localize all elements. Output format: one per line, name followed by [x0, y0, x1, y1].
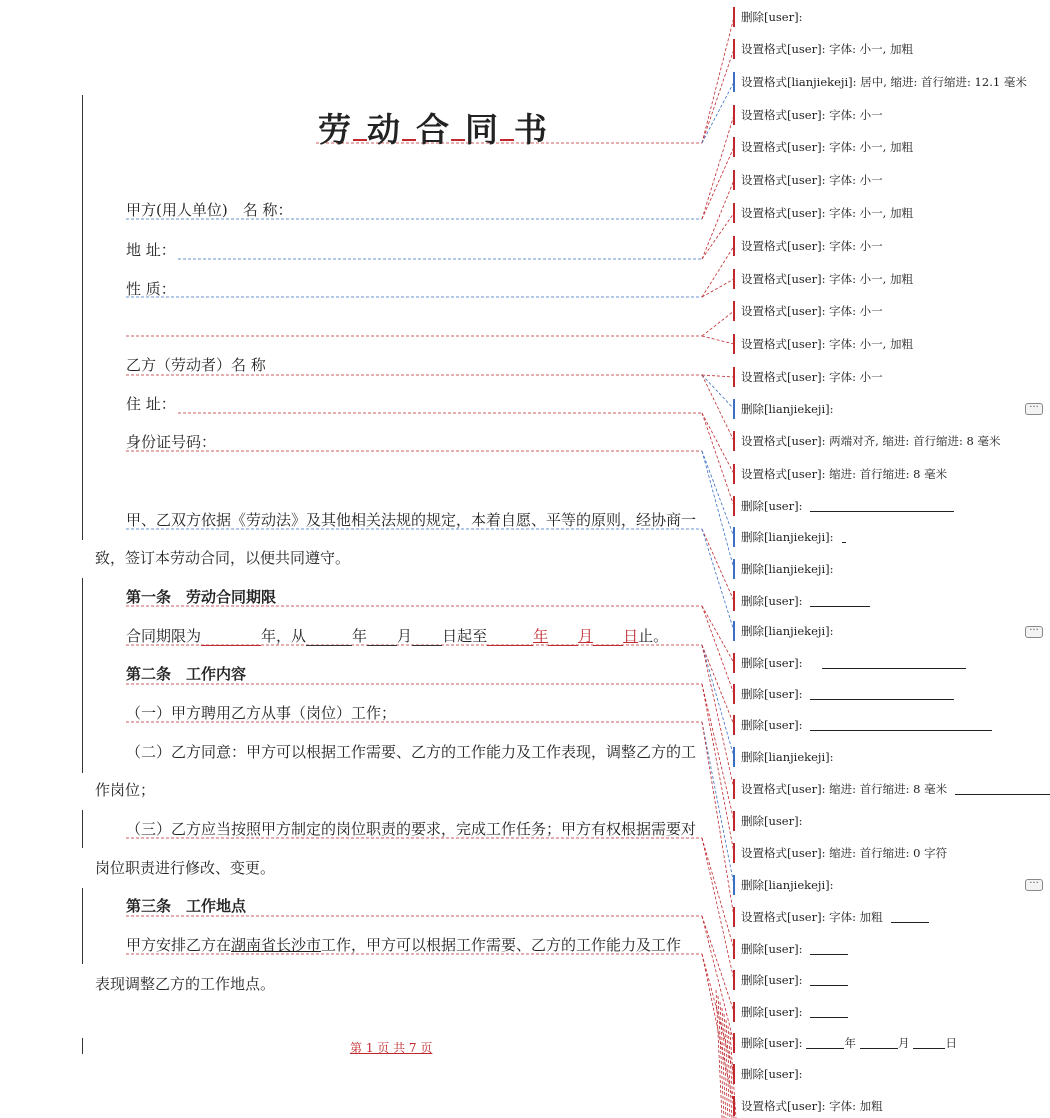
- work-location-line1: [126, 935, 681, 955]
- comment-text: 设置格式[user]: 字体: 小一: [741, 239, 883, 253]
- comment-text: 设置格式[user]: 字体: 加粗: [741, 910, 883, 924]
- change-bar: [82, 810, 83, 848]
- comment-text: 设置格式[user]: 字体: 小一: [741, 304, 883, 318]
- change-bar: [82, 888, 83, 964]
- start-day-blank: [412, 630, 442, 646]
- comment-marker-bar: [733, 715, 735, 735]
- comment-marker-bar: [733, 269, 735, 289]
- comment-connector-line: [702, 606, 734, 663]
- comment-marker-bar: [733, 811, 735, 831]
- comment-marker-bar: [733, 334, 735, 354]
- comment-marker-bar: [733, 39, 735, 59]
- party-b-label: 乙方（劳动者）名 称: [126, 356, 266, 374]
- comment-text: 删除[user]:: [741, 814, 803, 828]
- comment-balloon[interactable]: [733, 810, 802, 832]
- location-value: 湖南省长沙市: [231, 936, 322, 954]
- comment-connector-line: [702, 916, 734, 1043]
- comment-text: 设置格式[user]: 字体: 小一, 加粗: [741, 140, 913, 154]
- title-char: 合: [416, 110, 451, 149]
- comment-text: 设置格式[user]: 两端对齐, 缩进: 首行缩进: 8 毫米: [741, 434, 1001, 448]
- comment-marker-bar: [733, 907, 735, 927]
- comment-text: 设置格式[user]: 缩进: 首行缩进: 8 毫米: [741, 782, 948, 796]
- comment-balloon[interactable]: [733, 526, 846, 548]
- deleted-blank-underline: [810, 1006, 848, 1018]
- clause-3-line2: 岗位职责进行修改、变更。: [95, 859, 276, 877]
- comment-text: 删除[user]:: [741, 594, 803, 608]
- comment-marker-bar: [733, 72, 735, 92]
- title-char: 动: [367, 110, 402, 149]
- nature-label: 性 质：: [126, 280, 176, 298]
- comment-marker-bar: [733, 1002, 735, 1022]
- comment-balloon[interactable]: [733, 778, 1050, 800]
- comment-balloon[interactable]: [733, 842, 947, 864]
- start-year-text: 年: [352, 627, 368, 645]
- comment-connector-line: [702, 838, 734, 949]
- end-year-blank: [487, 630, 533, 646]
- deleted-date-day: 日: [945, 1036, 957, 1050]
- start-month-blank: [367, 630, 397, 646]
- clause-2-line1: （二）乙方同意：甲方可以根据工作需要、乙方的工作能力及工作表现，调整乙方的工: [126, 743, 697, 761]
- comment-marker-bar: [733, 527, 735, 547]
- comment-marker-bar: [733, 621, 735, 641]
- comment-text: 删除[user]:: [741, 656, 803, 670]
- comment-connector-line: [702, 246, 734, 297]
- comment-text: 删除[user]:: [741, 1036, 803, 1050]
- comment-text: 设置格式[user]: 缩进: 首行缩进: 0 字符: [741, 846, 948, 860]
- comment-connector-line: [702, 413, 734, 506]
- comment-balloon[interactable]: [733, 558, 834, 580]
- comment-balloon[interactable]: [733, 714, 992, 736]
- comment-balloon[interactable]: [733, 746, 834, 768]
- comment-text: 设置格式[user]: 字体: 加粗: [741, 1099, 883, 1113]
- end-month-blank: [548, 630, 578, 646]
- comment-marker-bar: [733, 496, 735, 516]
- clause-1: （一）甲方聘用乙方从事（岗位）工作；: [126, 704, 397, 722]
- deleted-blank-underline: [806, 1037, 844, 1049]
- deleted-blank-underline: [810, 974, 848, 986]
- comment-text: 删除[user]:: [741, 1005, 803, 1019]
- comment-marker-bar: [733, 170, 735, 190]
- more-options-icon[interactable]: ···: [1025, 403, 1043, 415]
- deleted-blank-underline: [810, 500, 954, 512]
- work-location-line2: 表现调整乙方的工作地点。: [95, 975, 276, 993]
- comment-balloon[interactable]: [733, 1095, 883, 1117]
- deleted-blank-underline: [913, 1037, 945, 1049]
- comment-connector-line: [702, 722, 734, 917]
- deleted-blank-underline: [955, 783, 1050, 795]
- article3-title: 第三条 工作地点: [126, 897, 247, 915]
- comment-balloon[interactable]: [733, 136, 913, 158]
- comment-marker-bar: [733, 1064, 735, 1084]
- comment-text: 设置格式[lianjiekeji]: 居中, 缩进: 首行缩进: 12.1 毫米: [741, 75, 1027, 89]
- comment-connector-line: [702, 645, 734, 789]
- comment-balloon[interactable]: [733, 874, 834, 896]
- comment-marker-bar: [733, 236, 735, 256]
- comment-balloon[interactable]: [733, 398, 834, 420]
- comment-balloon[interactable]: [733, 652, 966, 674]
- comment-balloon[interactable]: [733, 938, 848, 960]
- comment-connector-line: [702, 82, 734, 143]
- comment-marker-bar: [733, 591, 735, 611]
- comment-marker-bar: [733, 559, 735, 579]
- deleted-date-month: 月: [897, 1036, 910, 1050]
- comment-connector-line: [702, 529, 734, 601]
- residence-label: 住 址：: [126, 395, 176, 413]
- comment-text: 删除[user]:: [741, 499, 803, 513]
- deleted-blank-underline: [810, 595, 870, 607]
- address-label: 地 址：: [126, 241, 176, 259]
- comment-connector-line: [702, 49, 734, 143]
- comment-balloon[interactable]: [733, 969, 848, 991]
- comment-marker-bar: [733, 779, 735, 799]
- end-day-blank: [593, 630, 623, 646]
- end-month-text: 月: [578, 627, 594, 645]
- comment-connector-line: [702, 954, 734, 1074]
- comment-marker-bar: [733, 1033, 735, 1053]
- comment-marker-bar: [733, 301, 735, 321]
- comment-connector-line: [702, 311, 734, 336]
- comment-text: 删除[user]:: [741, 1067, 803, 1081]
- comment-balloon[interactable]: [733, 268, 913, 290]
- comment-text: 设置格式[user]: 字体: 小一, 加粗: [741, 42, 913, 56]
- comment-balloon[interactable]: [733, 683, 954, 705]
- comment-marker-bar: [733, 684, 735, 704]
- comment-text: 删除[lianjiekeji]:: [741, 530, 834, 544]
- comment-text: 设置格式[user]: 字体: 小一, 加粗: [741, 337, 913, 351]
- comment-text: 删除[user]:: [741, 10, 803, 24]
- deleted-blank-underline: [822, 657, 966, 669]
- id-number-label: 身份证号码：: [126, 433, 217, 451]
- contract-term-line: [126, 626, 668, 646]
- comment-balloon[interactable]: [733, 6, 802, 28]
- comment-marker-bar: [733, 875, 735, 895]
- comment-balloon[interactable]: [733, 590, 870, 612]
- end-day-text: 日: [623, 627, 639, 645]
- deleted-blank-underline: [842, 531, 846, 543]
- comment-balloon[interactable]: [733, 169, 883, 191]
- deleted-blank-underline: [891, 911, 929, 923]
- comment-marker-bar: [733, 367, 735, 387]
- start-year-blank: [306, 630, 352, 646]
- page-footer: 第 1 页 共 7 页: [350, 1041, 433, 1055]
- comment-text: 设置格式[user]: 字体: 小一: [741, 108, 883, 122]
- comment-connector-line: [702, 336, 734, 344]
- article1-title: 第一条 劳动合同期限: [126, 588, 277, 606]
- comment-balloon[interactable]: [733, 1001, 848, 1023]
- comment-marker-bar: [733, 747, 735, 767]
- comment-text: 删除[lianjiekeji]:: [741, 624, 834, 638]
- comment-balloon[interactable]: [733, 620, 834, 642]
- title-char: 劳: [318, 110, 353, 149]
- comment-text: 设置格式[user]: 字体: 小一, 加粗: [741, 206, 913, 220]
- change-bar: [82, 1038, 83, 1054]
- clause-2-line2: 作岗位；: [95, 781, 156, 799]
- start-month-text: 月: [397, 627, 413, 645]
- comment-connector-line: [702, 645, 734, 757]
- comment-marker-bar: [733, 939, 735, 959]
- deleted-blank-underline: [810, 943, 848, 955]
- clause-3-line1: （三）乙方应当按照甲方制定的岗位职责的要求，完成工作任务；甲方有权根据需要对: [126, 820, 697, 838]
- comment-balloon[interactable]: [733, 235, 883, 257]
- term-years-blank: [201, 630, 261, 646]
- comment-text: 删除[lianjiekeji]:: [741, 402, 834, 416]
- comment-balloon[interactable]: [733, 333, 913, 355]
- comment-text: 设置格式[user]: 缩进: 首行缩进: 8 毫米: [741, 467, 948, 481]
- comment-balloon[interactable]: [733, 1063, 802, 1085]
- comment-connector-line: [702, 375, 734, 441]
- comment-text: 删除[user]:: [741, 942, 803, 956]
- comment-marker-bar: [733, 399, 735, 419]
- comment-connector-line: [702, 451, 734, 537]
- comment-connector-line: [702, 606, 734, 694]
- contract-title: [318, 104, 549, 151]
- comment-marker-bar: [733, 464, 735, 484]
- title-char: 同: [465, 110, 500, 149]
- comment-marker-bar: [733, 843, 735, 863]
- comment-text: 删除[user]:: [741, 687, 803, 701]
- comment-marker-bar: [733, 203, 735, 223]
- comment-connector-line: [702, 279, 734, 297]
- comment-balloon[interactable]: [733, 906, 929, 928]
- deleted-blank-underline: [810, 719, 992, 731]
- comment-text: 设置格式[user]: 字体: 小一: [741, 370, 883, 384]
- comment-connector-line: [702, 115, 734, 219]
- location-suffix: 工作，甲方可以根据工作需要、乙方的工作能力及工作: [321, 936, 682, 954]
- start-day-text: 日起至: [442, 627, 488, 645]
- comment-connector-line: [702, 838, 734, 980]
- comment-marker-bar: [733, 137, 735, 157]
- change-bar: [82, 578, 83, 773]
- comment-marker-bar: [733, 105, 735, 125]
- term-prefix: 合同期限为: [126, 627, 202, 645]
- comment-marker-bar: [733, 7, 735, 27]
- comment-connector-line: [702, 375, 734, 409]
- comment-connector-line: [702, 645, 734, 725]
- title-char: 书: [514, 110, 549, 149]
- location-prefix: 甲方安排乙方在: [126, 936, 232, 954]
- more-options-icon[interactable]: ···: [1025, 626, 1043, 638]
- comment-balloon[interactable]: [733, 463, 947, 485]
- intro-paragraph-line2: 致，签订本劳动合同，以便共同遵守。: [95, 549, 351, 567]
- comment-connector-line: [702, 147, 734, 219]
- comment-connector-line: [702, 529, 734, 631]
- comment-text: 删除[lianjiekeji]:: [741, 562, 834, 576]
- comment-text: 删除[lianjiekeji]:: [741, 878, 834, 892]
- comment-text: 设置格式[user]: 字体: 小一, 加粗: [741, 272, 913, 286]
- comment-balloon[interactable]: [733, 495, 954, 517]
- comment-text: 删除[lianjiekeji]:: [741, 750, 834, 764]
- comment-text: 删除[user]:: [741, 718, 803, 732]
- comment-marker-bar: [733, 1096, 735, 1116]
- intro-paragraph-line1: 甲、乙双方依据《劳动法》及其他相关法规的规定，本着自愿、平等的原则，经协商一: [126, 511, 697, 529]
- change-bar: [82, 95, 83, 540]
- comment-balloon[interactable]: [733, 366, 883, 388]
- comment-balloon[interactable]: [733, 104, 883, 126]
- term-year-text: 年，从: [261, 627, 307, 645]
- comment-text: 删除[user]:: [741, 973, 803, 987]
- party-a-label: 甲方(用人单位) 名 称：: [126, 201, 293, 219]
- deleted-blank-underline: [860, 1037, 898, 1049]
- comment-marker-bar: [733, 653, 735, 673]
- comment-balloon[interactable]: [733, 1032, 957, 1054]
- comment-balloon[interactable]: [733, 71, 1027, 93]
- comment-balloon[interactable]: [733, 38, 913, 60]
- comment-connector-line: [702, 375, 734, 377]
- deleted-date-year: 年: [844, 1036, 856, 1050]
- comment-balloon[interactable]: [733, 202, 913, 224]
- comment-balloon[interactable]: [733, 300, 883, 322]
- comment-text: 设置格式[user]: 字体: 小一: [741, 173, 883, 187]
- comment-balloon[interactable]: [733, 430, 1000, 452]
- comment-marker-bar: [733, 431, 735, 451]
- comment-connector-line: [702, 451, 734, 569]
- comment-connector-line: [702, 722, 734, 885]
- deleted-blank-underline: [810, 688, 954, 700]
- comment-marker-bar: [733, 970, 735, 990]
- article2-title: 第二条 工作内容: [126, 665, 247, 683]
- end-year-text: 年: [533, 627, 549, 645]
- comment-connector-line: [702, 17, 734, 143]
- comment-connector-line: [702, 413, 734, 474]
- more-options-icon[interactable]: ···: [1025, 879, 1043, 891]
- term-end-suffix: 止。: [638, 627, 669, 645]
